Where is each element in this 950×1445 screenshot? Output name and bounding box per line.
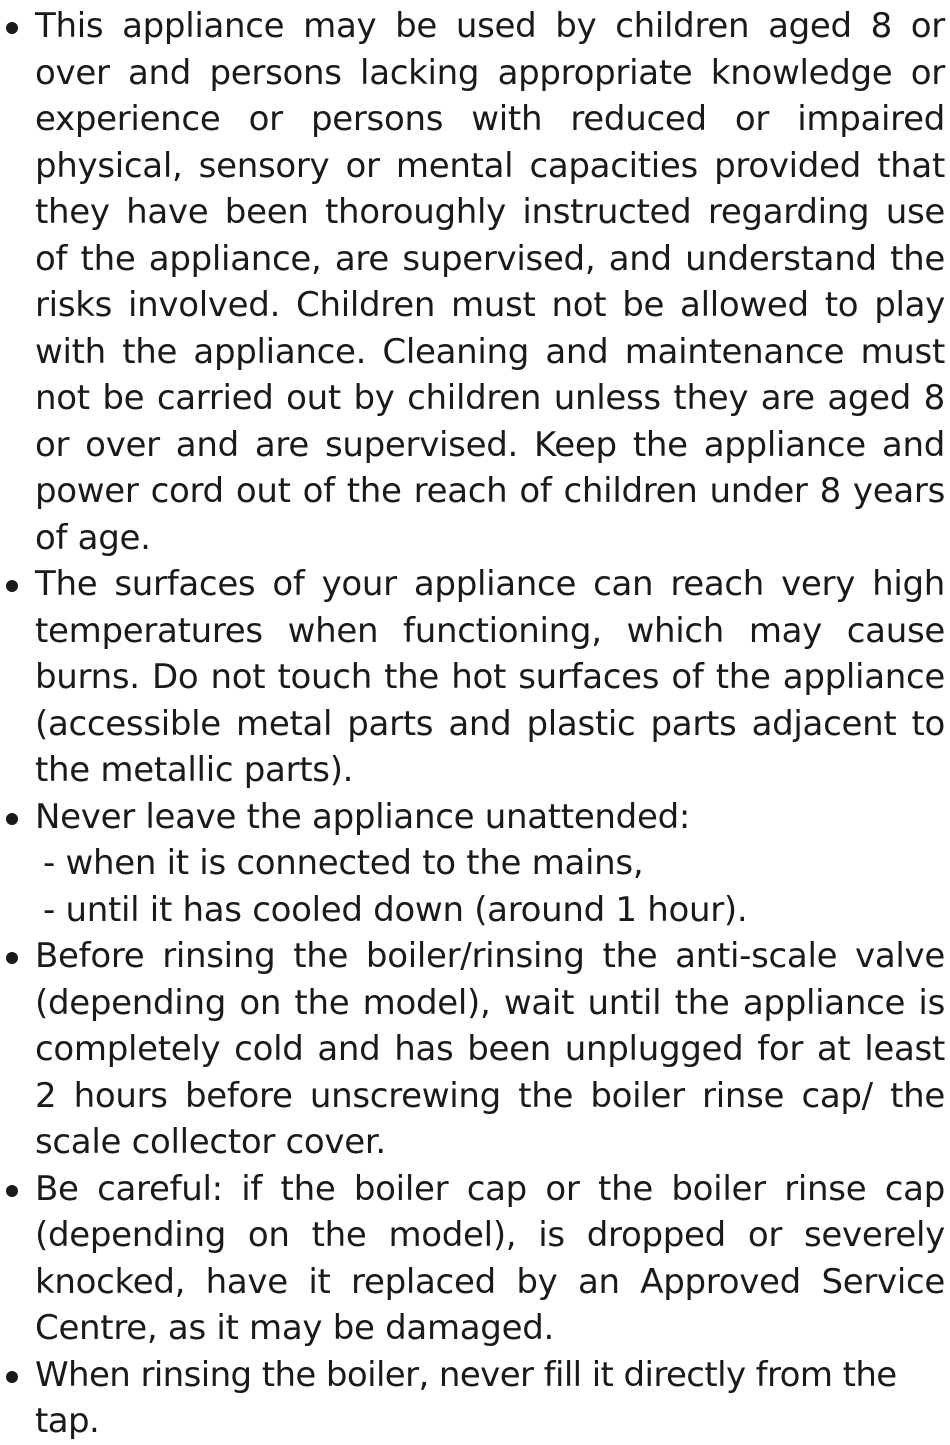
list-item-unattended [0,794,945,934]
list-item-text: When rinsing the boiler, never fill it directly from the tap. [35,1354,897,1441]
bullet-icon [6,952,18,964]
list-item-text: Be careful: if the boiler cap or the boiler rinse cap (depending on the model), is dropped or severely knocked, have it replaced by an Approved Service Centre, as it may be damaged. [35,1168,945,1348]
list-item-text: Before rinsing the boiler/rinsing the anti-scale valve (depending on the model), wait until the appliance is completely cold and has been unplugged for at least 2 hours before unscrewing the boiler rinse cap/ the scale collector cover. [35,936,945,1162]
list-item-text: The surfaces of your appliance can reach very high temperatures when functioning, which may cause burns. Do not touch the hot surfaces of the appliance (accessible metal parts and plastic parts adjacent to the metallic parts). [35,564,945,790]
list-item-boiler-cap-damage [0,1166,945,1352]
sub-item-cooled-down: - until it has cooled down (around 1 hour). [43,889,748,930]
list-item-text: This appliance may be used by children aged 8 or over and persons lacking appropriate knowledge or experience or persons with reduced or impaired physical, sensory or mental capacities provided that they have been thoroughly instructed regarding use of the appliance, are supervised, and understand the risks involved. Children must not be allowed to play with the appliance. Cleaning and maintenance must not be carried out by children unless they are aged 8 or over and are supervised. Keep the appliance and power cord out of the reach of children under 8 years of age. [35,6,945,558]
list-item-fill-from-tap [0,1352,945,1445]
safety-instructions-list [0,3,945,1445]
list-item-children-supervision [0,3,945,561]
bullet-icon [6,1185,18,1197]
sub-item-mains: - when it is connected to the mains, [43,843,644,883]
bullet-icon [6,22,18,34]
bullet-icon [6,813,18,825]
list-item-hot-surfaces [0,561,945,794]
bullet-icon [6,580,18,592]
bullet-icon [6,1371,18,1383]
list-item-rinsing-boiler [0,933,945,1166]
list-item-text: Never leave the appliance unattended: [35,796,691,837]
